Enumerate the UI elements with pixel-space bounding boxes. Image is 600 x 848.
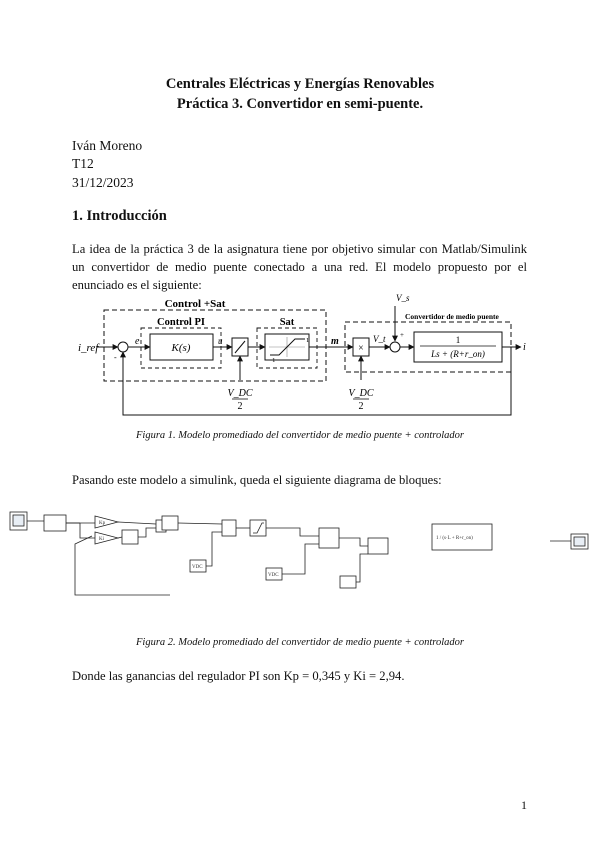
sat-label: Sat <box>279 317 295 328</box>
tf-block-label: 1 / (s·L + R+r_on) <box>436 536 473 541</box>
figure1-caption: Figura 1. Modelo promediado del convertidor de medio puente + controlador <box>136 430 464 441</box>
group-code: T12 <box>72 156 94 171</box>
vdc-den-1: 2 <box>237 401 243 412</box>
vdc-label-2: V_DC <box>348 388 374 399</box>
paragraph-simulink: Pasando este modelo a simulink, queda el siguiente diagrama de bloques: <box>72 473 442 487</box>
vdc-den-2: 2 <box>358 401 364 412</box>
vs-label: V_s <box>396 293 410 303</box>
section-heading: 1. Introducción <box>72 208 167 224</box>
error-label: e <box>135 336 140 347</box>
vdc-block-2: VDC <box>268 573 279 578</box>
vdc-label-1: V_DC <box>227 388 253 399</box>
intro-paragraph: La idea de la práctica 3 de la asignatura tiene por objetivo simular con Matlab/Simulink un convertidor de medio puente conectado a una red. El modelo propuesto por el enunciado es el siguiente: <box>72 242 527 292</box>
ks-block: K(s) <box>171 342 191 354</box>
document-date: 31/12/2023 <box>72 175 134 190</box>
ki-block-label: Ki <box>99 537 104 542</box>
output-i-label: i <box>523 342 526 353</box>
tf-denominator: Ls + (R+r_on) <box>431 349 485 359</box>
u-label: u <box>218 336 223 346</box>
figure2-simulink-diagram <box>0 500 600 605</box>
tf-numerator: 1 <box>455 335 461 345</box>
control-pi-label: Control PI <box>157 317 205 328</box>
sum-minus-sign: - <box>114 353 117 362</box>
sum-plus-sign: + <box>400 331 404 339</box>
sat-min-label: -1 <box>270 357 276 364</box>
control-sat-label: Control +Sat <box>164 298 226 310</box>
vt-label: V_t <box>373 334 386 344</box>
figure2-caption: Figura 2. Modelo promediado del convertidor de medio puente + controlador <box>136 637 464 648</box>
kp-block-label: Kp <box>99 521 106 526</box>
m-label: m <box>331 336 339 347</box>
sat-max-label: 1 <box>306 337 310 344</box>
document-subtitle: Práctica 3. Convertidor en semi-puente. <box>176 96 424 112</box>
vdc-block-1: VDC <box>192 565 203 570</box>
figure1-block-diagram <box>70 288 530 423</box>
multiplier-symbol: × <box>358 343 364 354</box>
document-title: Centrales Eléctricas y Energías Renovables <box>165 76 435 92</box>
input-iref-label: i_ref <box>78 342 99 354</box>
page-number: 1 <box>521 798 527 812</box>
convertidor-label: Convertidor de medio puente <box>405 312 499 321</box>
paragraph-gains: Donde las ganancias del regulador PI son Kp = 0,345 y Ki = 2,94. <box>72 669 405 683</box>
author-name: Iván Moreno <box>72 138 143 153</box>
